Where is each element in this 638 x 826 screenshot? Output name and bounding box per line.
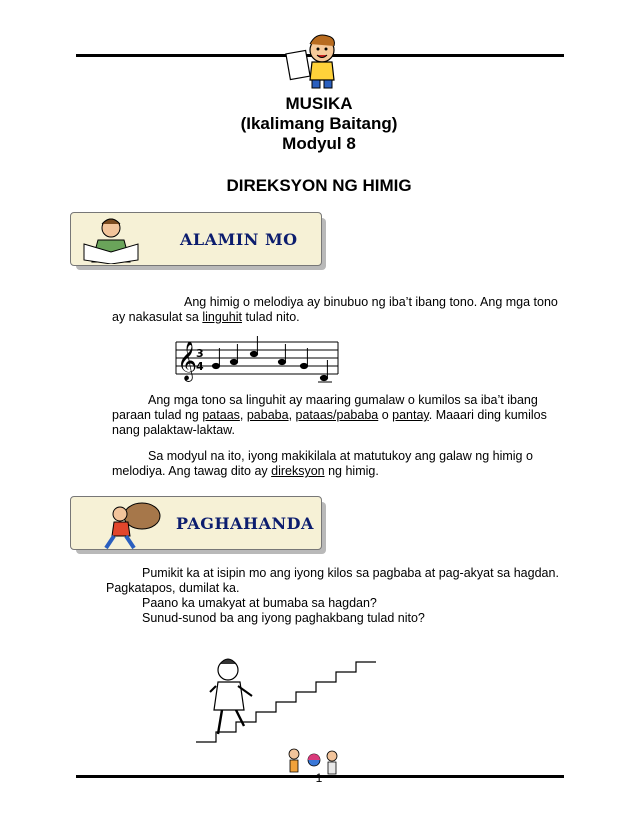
paghahanda-banner	[70, 496, 324, 552]
note-4	[278, 359, 285, 364]
paragraph-melody-intro: Ang himig o melodiya ay binubuo ng iba’t ibang tono. Ang mga tono ay nakasulat sa linguhit tulad nito.	[112, 295, 558, 324]
note-5	[300, 363, 307, 368]
module-number: Modyul 8	[282, 134, 356, 153]
paragraph-stairs-activity: Pumikit ka at isipin mo ang iyong kilos sa pagbaba at pag-akyat sa hagdan. Pagkatapos, dumilat ka. Paano ka umakyat at bumaba sa hagdan? Sunud-sunod ba ang iyong paghakbang tulad nito?	[106, 566, 559, 625]
paghahanda-label: PAGHAHANDA	[176, 514, 314, 533]
music-staff	[172, 336, 342, 384]
paragraph-tone-movement: Ang mga tono sa linguhit ay maaring gumalaw o kumilos sa iba’t ibang paraan tulad ng pataas, pababa, pataas/pababa o pantay. Maaari ding kumilos nang palaktaw-laktaw.	[112, 393, 547, 437]
alamin-mo-banner	[70, 212, 324, 268]
subject-title: MUSIKA	[285, 94, 353, 113]
child-climbing-stairs-illustration	[192, 652, 382, 748]
note-1	[212, 363, 219, 368]
page-number: 1	[315, 771, 323, 785]
lesson-topic: DIREKSYON NG HIMIG	[226, 176, 412, 195]
grade-level: (Ikalimang Baitang)	[240, 114, 398, 133]
boy-carrying-sack-illustration	[100, 496, 168, 552]
boy-with-paper-illustration	[282, 30, 346, 92]
paragraph-module-purpose: Sa modyul na ito, iyong makikilala at matutukoy ang galaw ng himig o melodiya. Ang tawag dito ay direksyon ng himig.	[112, 449, 533, 478]
note-3	[250, 351, 257, 356]
note-2	[230, 359, 237, 364]
treble-clef-icon: 𝄞	[177, 341, 198, 381]
alamin-mo-label: ALAMIN MO	[180, 230, 298, 249]
note-6	[320, 375, 327, 380]
man-reading-illustration	[78, 214, 144, 264]
time-signature-bottom: 4	[196, 360, 204, 373]
time-signature-top: 3	[196, 347, 204, 360]
